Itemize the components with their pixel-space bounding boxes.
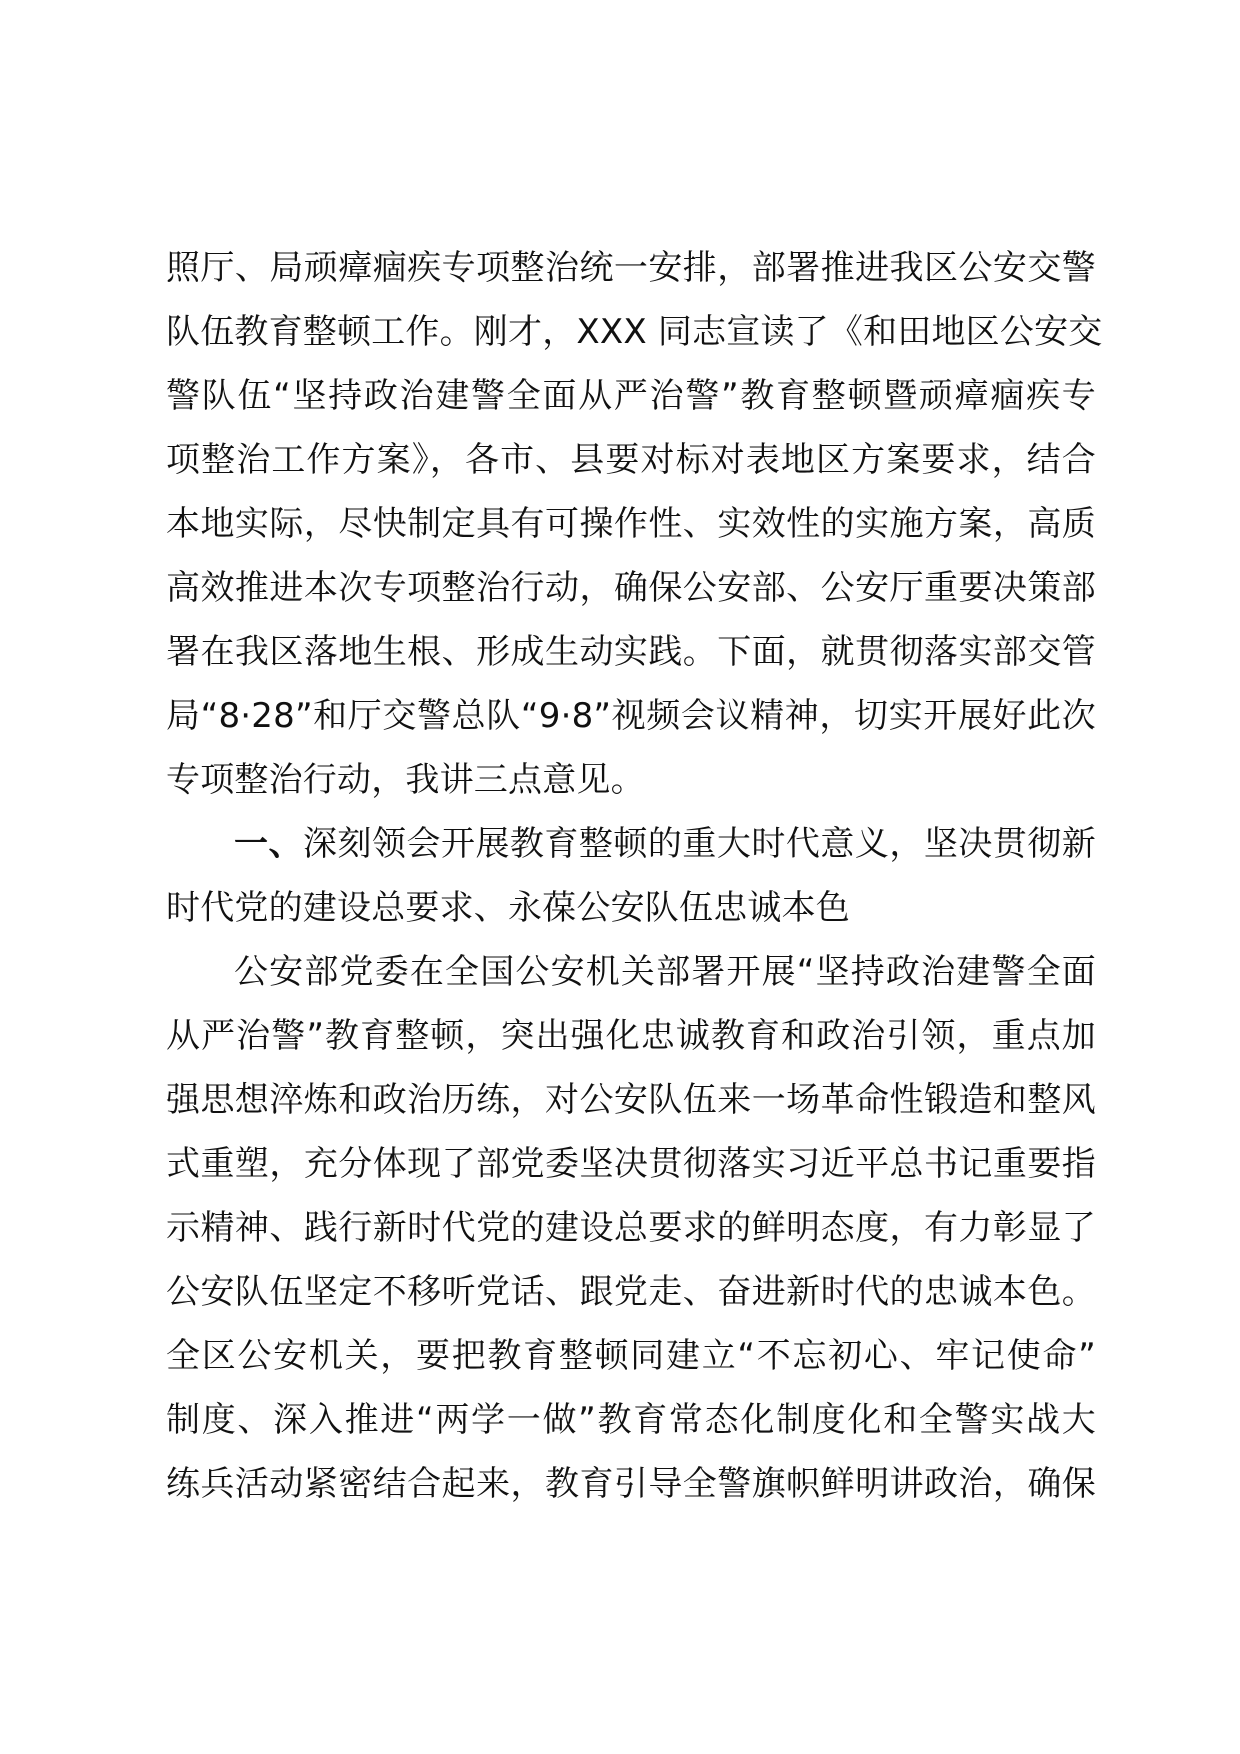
paragraph-intro xyxy=(166,236,1103,812)
paragraph-body xyxy=(166,940,1096,1516)
text-line: 局“8·28”和厅交警总队“9·8”视频会议精神，切实开展好此次 xyxy=(166,696,1096,736)
text-line: 制度、深入推进“两学一做”教育常态化制度化和全警实战大 xyxy=(166,1400,1096,1440)
text-line: 警队伍“坚持政治建警全面从严治警”教育整顿暨顽瘴痼疾专 xyxy=(166,376,1096,416)
document-body xyxy=(166,236,1103,1516)
text-line: 公安队伍坚定不移听党话、跟党走、奋进新时代的忠诚本色。 xyxy=(166,1272,1096,1312)
text-line: 从严治警”教育整顿，突出强化忠诚教育和政治引领，重点加 xyxy=(166,1016,1096,1056)
text-line: 高效推进本次专项整治行动，确保公安部、公安厅重要决策部 xyxy=(166,568,1096,608)
section-heading-1 xyxy=(166,812,1096,940)
text-line: 示精神、践行新时代党的建设总要求的鲜明态度，有力彰显了 xyxy=(166,1208,1096,1248)
text-line: 署在我区落地生根、形成生动实践。下面，就贯彻落实部交管 xyxy=(166,632,1096,672)
heading-line xyxy=(166,812,1096,876)
text-line: 项整治工作方案》，各市、县要对标对表地区方案要求，结合 xyxy=(166,440,1096,480)
text-line: 公安部党委在全国公安机关部署开展“坚持政治建警全面 xyxy=(234,952,1096,992)
text-line: 强思想淬炼和政治历练，对公安队伍来一场革命性锻造和整风 xyxy=(166,1080,1096,1120)
heading-line: 时代党的建设总要求、永葆公安队伍忠诚本色 xyxy=(166,888,850,928)
text-line: 式重塑，充分体现了部党委坚决贯彻落实习近平总书记重要指 xyxy=(166,1144,1096,1184)
text-line: 全区公安机关，要把教育整顿同建立“不忘初心、牢记使命” xyxy=(166,1336,1096,1376)
text-line: 练兵活动紧密结合起来，教育引导全警旗帜鲜明讲政治，确保 xyxy=(166,1464,1096,1504)
text-line: 本地实际，尽快制定具有可操作性、实效性的实施方案，高质 xyxy=(166,504,1096,544)
heading-text: 深刻领会开展教育整顿的重大时代意义，坚决贯彻新 xyxy=(302,824,1096,864)
text-line: 队伍教育整顿工作。刚才，XXX 同志宣读了《和田地区公安交 xyxy=(166,312,1103,352)
text-line: 专项整治行动，我讲三点意见。 xyxy=(166,760,645,800)
heading-number: 一、 xyxy=(234,824,303,864)
text-line: 照厅、局顽瘴痼疾专项整治统一安排，部署推进我区公安交警 xyxy=(166,248,1096,288)
